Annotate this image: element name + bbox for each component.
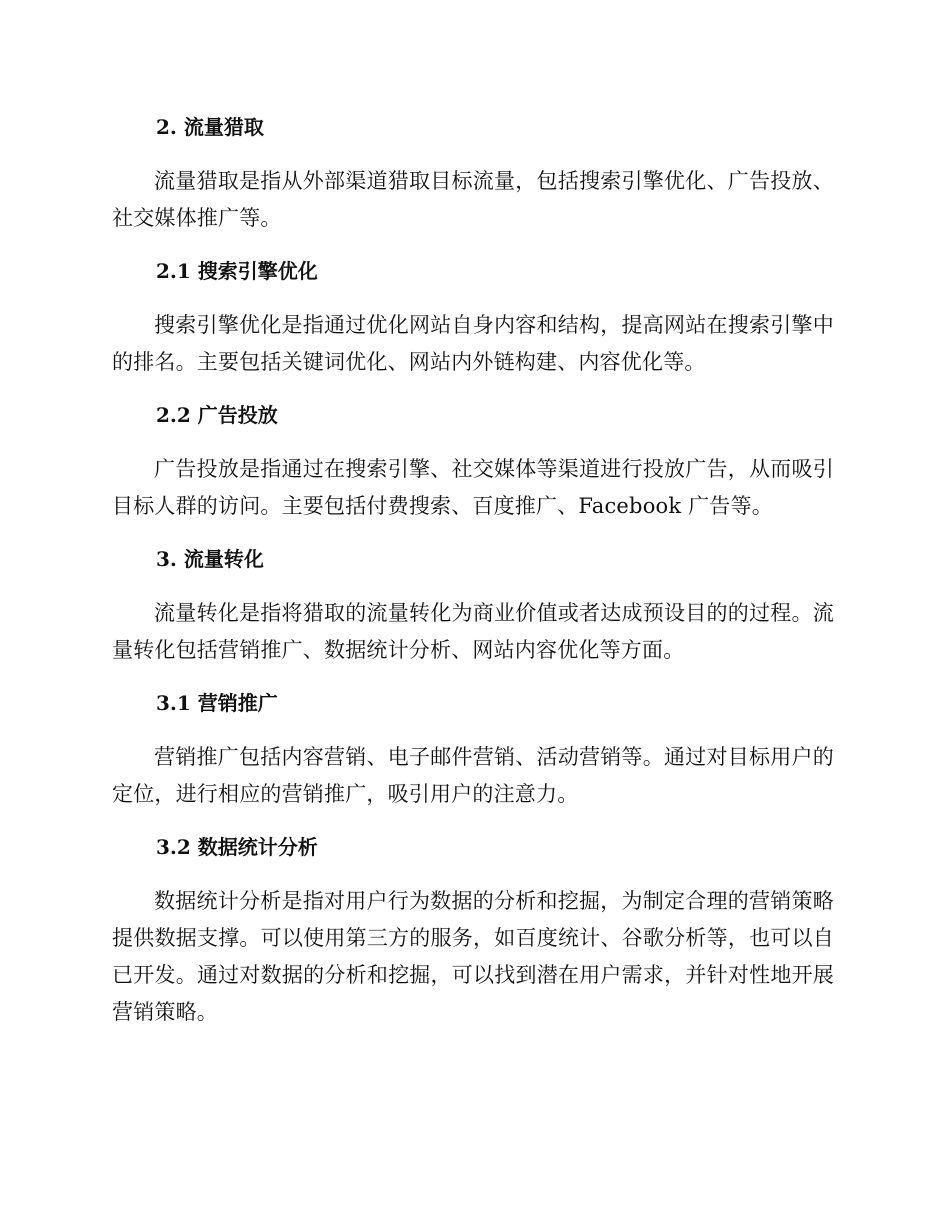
paragraph-3: 流量转化是指将猎取的流量转化为商业价值或者达成预设目的的过程。流量转化包括营销推广、数据统计分析、网站内容优化等方面。 <box>112 601 834 662</box>
section-heading-2-1: 2.1 搜索引擎优化 <box>156 259 318 283</box>
section-heading-3-1: 3.1 营销推广 <box>156 691 278 715</box>
paragraph-2-2: 广告投放是指通过在搜索引擎、社交媒体等渠道进行投放广告，从而吸引目标人群的访问。主要包括付费搜索、百度推广、Facebook 广告等。 <box>112 457 834 518</box>
section-heading-3: 3. 流量转化 <box>156 547 264 571</box>
section-heading-2: 2. 流量猎取 <box>156 115 264 139</box>
paragraph-2: 流量猎取是指从外部渠道猎取目标流量，包括搜索引擎优化、广告投放、社交媒体推广等。 <box>112 169 834 230</box>
paragraph-3-1: 营销推广包括内容营销、电子邮件营销、活动营销等。通过对目标用户的定位，进行相应的营销推广，吸引用户的注意力。 <box>112 745 834 806</box>
paragraph-3-2: 数据统计分析是指对用户行为数据的分析和挖掘，为制定合理的营销策略提供数据支撑。可以使用第三方的服务，如百度统计、谷歌分析等，也可以自已开发。通过对数据的分析和挖掘，可以找到潜在用户需求，并针对性地开展营销策略。 <box>112 889 834 1024</box>
section-heading-2-2: 2.2 广告投放 <box>156 403 278 427</box>
section-heading-3-2: 3.2 数据统计分析 <box>156 835 318 859</box>
document-page <box>112 108 834 1031</box>
paragraph-2-1: 搜索引擎优化是指通过优化网站自身内容和结构，提高网站在搜索引擎中的排名。主要包括关键词优化、网站内外链构建、内容优化等。 <box>112 313 834 374</box>
